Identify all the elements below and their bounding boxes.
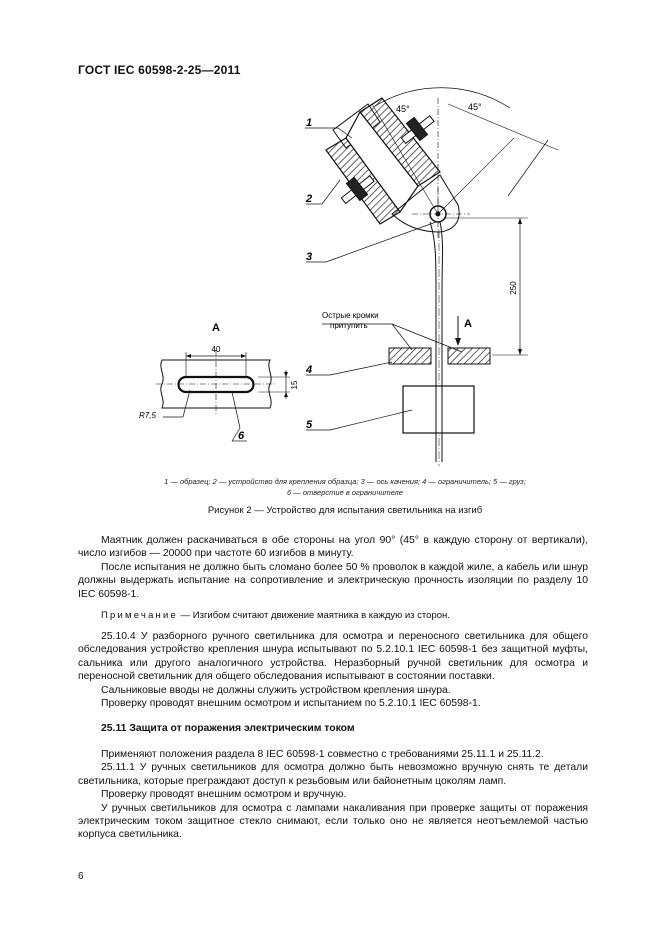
paragraph-block-2 (78, 630, 588, 710)
callout-6: 6 (238, 430, 245, 442)
view-label: A (212, 322, 220, 334)
paragraph: 25.11.1 У ручных светильников для осмотра должно быть невозможно вручную снять те детали светильника, которые преграждают доступ к резьбовым или байонетным цоколям ламп. (78, 762, 588, 787)
paragraph: Проверку проводят внешним осмотром и испытанием по 5.2.10.1 IEC 60598-1. (101, 698, 481, 710)
paragraph: Сальниковые вводы не должны служить устройством крепления шнура. (101, 684, 451, 696)
paragraph: Применяют положения раздела 8 IEC 60598-1 совместно с требованиями 25.11.1 и 25.11.2. (101, 749, 544, 760)
paragraph: Проверку проводят внешним осмотром и вручную. (101, 789, 347, 801)
pendulum-apparatus (305, 88, 558, 466)
paragraph: 25.10.4 У разборного ручного светильника для осмотра и переносного светильника для общего обследования устройство крепления шнура испытывают по 5.2.10.1 IEC 60598-1 без защитной муфты, сальника или другого аналогичного устройства. Неразборный ручной светильник для осмотра и переносной светильник для общего обследования испытывают в состоянии поставки. (78, 631, 588, 683)
figure-caption: Рисунок 2 — Устройство для испытания светильника на изгиб (207, 505, 483, 516)
section-heading: 25.11 Защита от поражения электрическим током (101, 723, 355, 734)
dim-radius-label: R7,5 (139, 411, 156, 420)
paragraph: У ручных светильников для осмотра с лампами накаливания при проверке защиты от поражения электрическим током защитное стекло снимают, если только оно не является неотъемлемой частью корпуса светильника. (78, 802, 588, 841)
figure-legend-line1: 1 — образец; 2 — устройство для крепления образца; 3 — ось качения; 4 — ограничитель; 5 — груз; (164, 477, 526, 486)
view-a-drawing (156, 350, 290, 441)
callout-5: 5 (306, 419, 313, 431)
callout-4: 4 (306, 364, 313, 376)
note (101, 609, 591, 622)
dim-length-label: 250 (509, 281, 518, 295)
document-header: ГОСТ IEC 60598-2-25—2011 (78, 63, 241, 77)
arrow-a-label: A (464, 318, 472, 330)
edge-note-line2: притупить (330, 321, 368, 330)
paragraph-block-1 (78, 534, 588, 601)
paragraph-block-3 (78, 748, 588, 842)
note-text: — Изгибом считают движение маятника в каждую из сторон. (178, 610, 450, 621)
angle-right-label: 45° (468, 102, 482, 112)
paragraph: После испытания не должно быть сломано более 50 % проволок в каждой жиле, а кабель или шнур должны выдержать испытание на сопротивление и электрическую прочность изоляции по разделу 10 IEC 60598-1. (78, 561, 588, 600)
dim-height-label: 15 (290, 380, 299, 390)
callout-3: 3 (306, 251, 313, 263)
edge-note-line1: Острые кромки (322, 311, 379, 320)
paragraph: Маятник должен раскачиваться в обе стороны на угол 90° (45° в каждую сторону от вертикали), число изгибов — 20000 при частоте 60 изгибов в минуту. (78, 535, 588, 560)
callout-1: 1 (306, 117, 313, 129)
dim-width-label: 40 (211, 345, 221, 354)
callout-2: 2 (306, 193, 313, 205)
page-number: 6 (78, 871, 84, 882)
angle-left-label: 45° (396, 104, 410, 114)
figure-legend-line2: 6 — отверстие в ограничителе (287, 488, 403, 497)
note-label: Примечание (101, 610, 178, 621)
